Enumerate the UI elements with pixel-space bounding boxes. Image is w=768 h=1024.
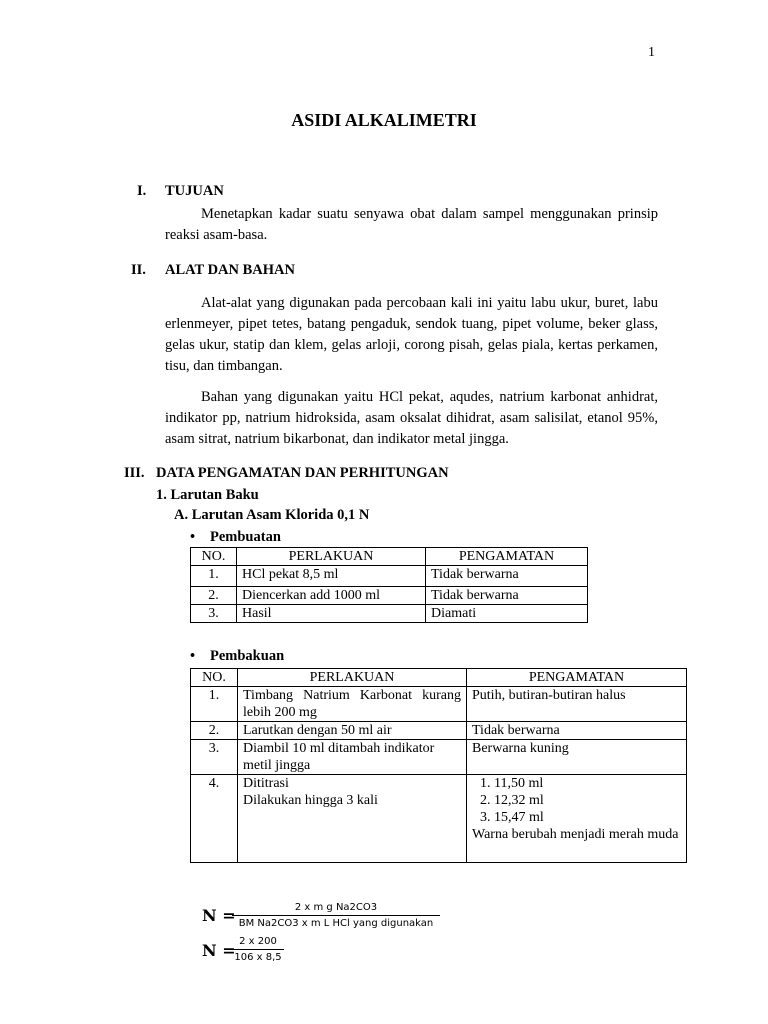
pembakuan-table bbox=[190, 668, 687, 863]
bullet-pembakuan bbox=[190, 648, 284, 665]
table-row bbox=[191, 740, 687, 775]
row-perlakuan: HCl pekat 8,5 ml bbox=[237, 566, 426, 587]
section-3-numeral: III. bbox=[124, 465, 145, 481]
table-row bbox=[191, 775, 687, 863]
pembuatan-table bbox=[190, 547, 588, 623]
row-pengamatan: Tidak berwarna bbox=[426, 587, 588, 605]
row-no: 2. bbox=[191, 722, 238, 740]
tujuan-text: Menetapkan kadar suatu senyawa obat dalam sampel menggunakan prinsip reaksi asam-basa. bbox=[165, 206, 658, 243]
header-no: NO. bbox=[191, 548, 237, 566]
bullet-dot-icon: • bbox=[190, 648, 196, 664]
pembakuan-label: Pembakuan bbox=[210, 648, 285, 664]
header-no: NO. bbox=[191, 669, 238, 687]
header-pengamatan: PENGAMATAN bbox=[426, 548, 588, 566]
row-perlakuan: Hasil bbox=[237, 605, 426, 623]
table-header-row bbox=[191, 669, 687, 687]
perlakuan-line: Dilakukan hingga 3 kali bbox=[243, 793, 378, 808]
titration-result: 2. 12,32 ml bbox=[494, 792, 681, 809]
table-row bbox=[191, 687, 687, 722]
section-1-heading: TUJUAN bbox=[165, 183, 224, 199]
row-perlakuan: Diencerkan add 1000 ml bbox=[237, 587, 426, 605]
row-pengamatan: Berwarna kuning bbox=[467, 740, 687, 775]
formula-n-symbol: N = bbox=[202, 941, 236, 960]
row-no: 3. bbox=[191, 605, 237, 623]
row-perlakuan: Diambil 10 ml ditambah indikator metil jingga bbox=[238, 740, 467, 775]
section-2-numeral: II. bbox=[131, 262, 146, 278]
page-title: ASIDI ALKALIMETRI bbox=[291, 110, 477, 130]
section-1-numeral: I. bbox=[137, 183, 147, 199]
section-2-heading: ALAT DAN BAHAN bbox=[165, 262, 295, 278]
alat-paragraph: Alat-alat yang digunakan pada percobaan kali ini yaitu labu ukur, buret, labu erlenmeyer, pipet tetes, batang pengaduk, sendok tuang, pipet volume, beker glass, gelas ukur, statip dan klem, gelas arloji, corong pisah, gelas piala, kertas perkamen, tisu, dan timbangan. bbox=[165, 295, 658, 374]
formula-numerator: 2 x m g Na2CO3 bbox=[232, 902, 440, 916]
header-perlakuan: PERLAKUAN bbox=[238, 669, 467, 687]
row-pengamatan: Tidak berwarna bbox=[426, 566, 588, 587]
row-pengamatan: Tidak berwarna bbox=[467, 722, 687, 740]
pembuatan-label: Pembuatan bbox=[210, 529, 281, 545]
table-row bbox=[191, 605, 588, 623]
formula-n-symbol: N = bbox=[202, 906, 236, 925]
section-3-heading: DATA PENGAMATAN DAN PERHITUNGAN bbox=[156, 465, 449, 481]
table-row bbox=[191, 722, 687, 740]
row-perlakuan bbox=[238, 775, 467, 863]
formula-denominator: 106 x 8,5 bbox=[234, 952, 282, 963]
bahan-paragraph: Bahan yang digunakan yaitu HCl pekat, aqudes, natrium karbonat anhidrat, indikator pp, natrium hidroksida, asam oksalat dihidrat, asam salisilat, etanol 95%, asam sitrat, natrium bikarbonat, dan indikator metal jingga. bbox=[165, 389, 658, 447]
formula-numerator: 2 x 200 bbox=[232, 936, 284, 950]
formula-fraction-2 bbox=[232, 936, 284, 963]
formula-fraction-1 bbox=[232, 902, 440, 929]
table-row bbox=[191, 587, 588, 605]
table-header-row bbox=[191, 548, 588, 566]
page-number: 1 bbox=[648, 45, 655, 60]
row-no: 2. bbox=[191, 587, 237, 605]
row-no: 1. bbox=[191, 687, 238, 722]
row-pengamatan bbox=[467, 775, 687, 863]
perlakuan-line: Dititrasi bbox=[243, 776, 289, 791]
header-perlakuan: PERLAKUAN bbox=[237, 548, 426, 566]
table-row bbox=[191, 566, 588, 587]
formula-lhs-1 bbox=[202, 906, 236, 925]
titration-result: 1. 11,50 ml bbox=[494, 775, 681, 792]
row-no: 4. bbox=[191, 775, 238, 863]
row-pengamatan: Diamati bbox=[426, 605, 588, 623]
titration-results bbox=[472, 775, 681, 826]
bullet-pembuatan bbox=[190, 529, 281, 546]
subsection-asam-klorida: A. Larutan Asam Klorida 0,1 N bbox=[174, 507, 370, 523]
formula-denominator: BM Na2CO3 x m L HCl yang digunakan bbox=[238, 918, 434, 929]
bullet-dot-icon: • bbox=[190, 529, 196, 545]
formula-lhs-2 bbox=[202, 941, 236, 960]
row-no: 1. bbox=[191, 566, 237, 587]
row-perlakuan: Timbang Natrium Karbonat kurang lebih 200 mg bbox=[238, 687, 467, 722]
header-pengamatan: PENGAMATAN bbox=[467, 669, 687, 687]
subsection-larutan-baku: 1. Larutan Baku bbox=[156, 487, 259, 503]
row-perlakuan: Larutkan dengan 50 ml air bbox=[238, 722, 467, 740]
row-no: 3. bbox=[191, 740, 238, 775]
titration-note: Warna berubah menjadi merah muda bbox=[472, 827, 679, 842]
titration-result: 3. 15,47 ml bbox=[494, 809, 681, 826]
row-pengamatan: Putih, butiran-butiran halus bbox=[467, 687, 687, 722]
